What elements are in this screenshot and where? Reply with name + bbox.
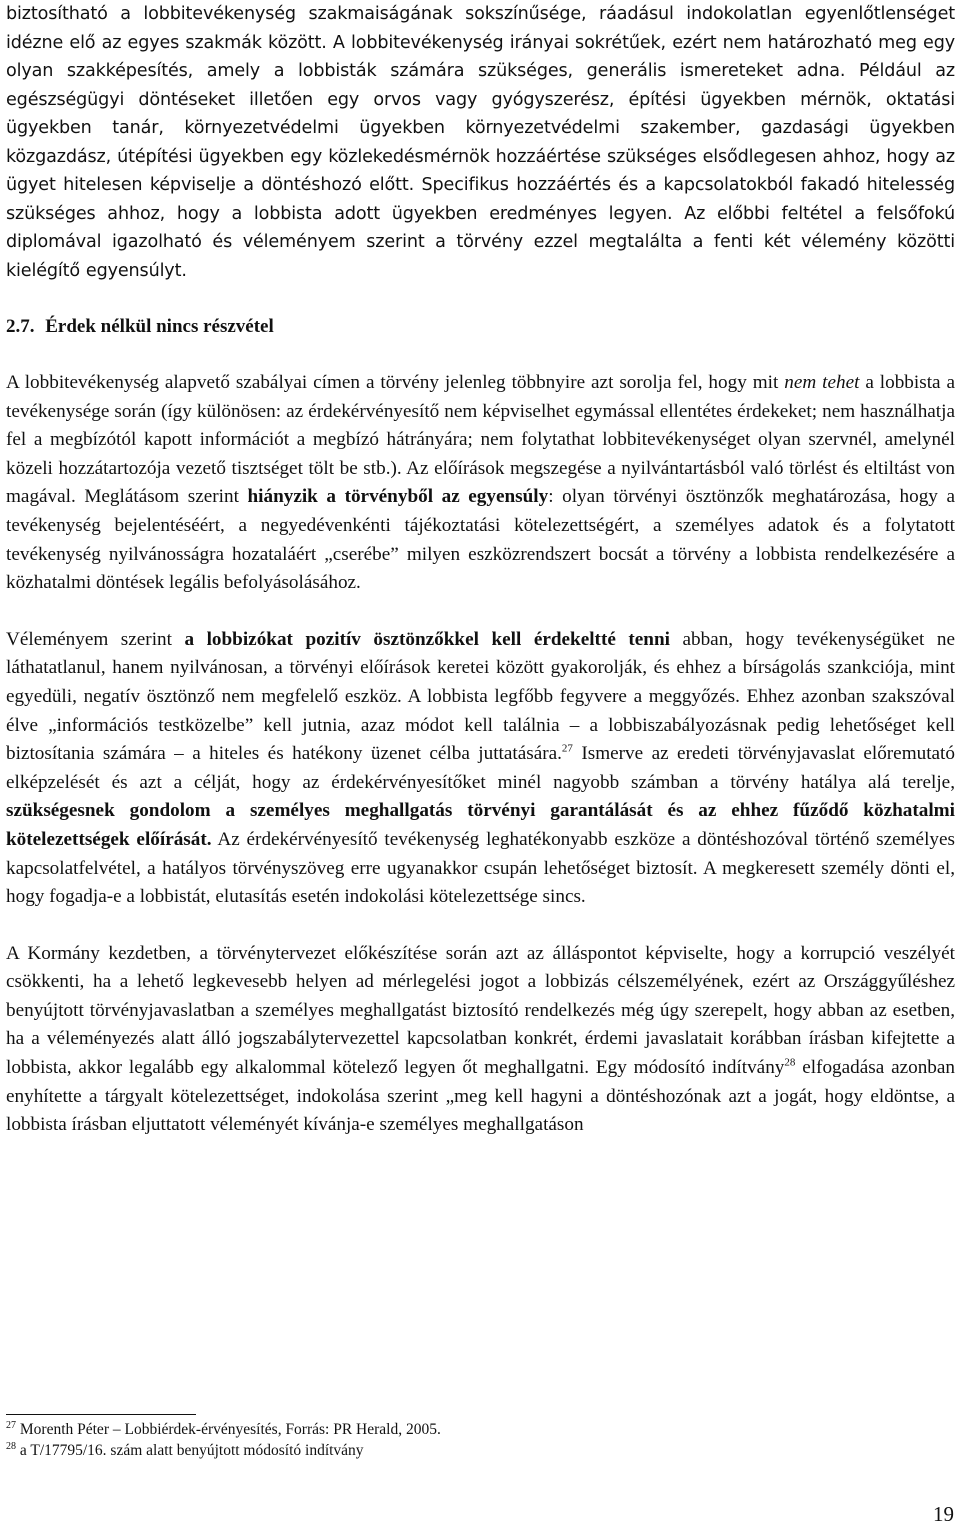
paragraph-intro [6,0,955,285]
document-page [6,0,955,1140]
footnote-divider [6,1414,196,1415]
text-run: Ismerve az eredeti törvényjavaslat előremutató elképzelését és azt a célját, hogy az érdekérvényesítőket minél nagyobb számban a törvény hatálya alá terelje, [6,743,955,793]
paragraph-1 [6,369,955,598]
text-run: abban, hogy tevékenységüket ne láthatatlanul, hanem nyilvánosan, a törvényi előírások keretei között gyakorolják, és ehhez a bírságolás szankciója, mint egyedüli, negatív ösztönző nem megfelelő eszköz. A lobbista legfőbb fegyvere a meggyőzés. Ehhez azonban szakszóval élve „információs testközelbe” kell jutnia, azaz módot kell találnia – a lobbiszabályozásnak pedig lehetőséget kell biztosítania számára – a hiteles és hatékony üzenet célba juttatására. [6,628,955,765]
page-number: 19 [933,1502,954,1526]
text-run: szükségesnek gondolom a személyes meghallgatás törvényi garantálását és az ehhez fűződő közhatalmi kötelezettségek előírását. [6,800,955,850]
footnote-27: $^{27}$ Morenth Péter – Lobbiérdek-érvényesítés, Forrás: PR Herald, 2005. [6,1419,441,1438]
footnote-ref: 27 [561,742,573,755]
paragraph-2 [6,626,955,912]
text-run: nem tehet [784,372,860,393]
paragraph-3 [6,940,955,1140]
text-run: hiányzik a törvényből az egyensúly [247,486,549,508]
text-run: a lobbizókat pozitív ösztönzőkkel kell érdekeltté tenni [184,628,670,650]
footnotes [6,1419,441,1461]
section-title: Érdek nélkül nincs részvétel [45,316,274,337]
section-number: 2.7. [6,316,35,337]
text-run: a lobbista a tevékenysége során (így különösen: az érdekérvényesítő nem képviselhet egymással ellentétes érdekeket; nem használhatja fel a megbízótól kapott információt a megbízó hátrányára; nem folytathat lobbitevékenységet olyan szervnél, amelynél közeli hozzátartozója vezető tisztséget tölt be stb.). Az előírások megszegése a nyilvántartásból való törlést és eltiltást von magával. Meglátásom szerint [6,372,955,508]
section-heading [6,313,955,341]
text-run: A lobbitevékenység alapvető szabályai címen a törvény jelenleg többnyire azt sorolja fel, hogy mit [6,372,785,393]
text-run: elfogadása azonban enyhítette a tárgyalt kötelezettséget, indokolása szerint „meg kell hagyni a döntéshozónak azt a jogát, hogy eldöntse, a lobbista írásban eljuttatott véleményét kívánja-e személyes meghallgatáson [6,1057,955,1136]
footnote-28: $^{28}$ a T/17795/16. szám alatt benyújtott módosító indítvány [6,1440,364,1459]
text-run: A Kormány kezdetben, a törvénytervezet előkészítése során azt az álláspontot képviselte, hogy a korrupció veszélyét csökkenti, ha a lehető legkevesebb helyen ad mérlegelési jogot a lobbizás célszemélyének, ezért az Országgyűléshez benyújtott törvényjavaslatban a személyes meghallgatást biztosító rendelkezés még úgy szerepelt, hogy abban az esetben, ha a véleményezés alatt álló jogszabálytervezettel kapcsolatban konkrét, érdemi javaslatait korábban írásban kifejtette a lobbista, akkor legalább egy alkalommal kötelező legyen őt meghallgatni. Egy módosító indítvány [6,942,955,1079]
footnote-ref: 28 [784,1056,796,1069]
text-run: Az érdekérvényesítő tevékenység leghatékonyabb eszköze a döntéshozóval történő személyes kapcsolatfelvétel, a hatályos törvényszöveg erre ugyanakkor csupán lehetőséget biztosít. A megkeresett személy dönti el, hogy fogadja-e a lobbistát, elutasítás esetén indokolási kötelezettsége sincs. [6,828,955,908]
text-run: biztosítható a lobbitevékenység szakmaiságának sokszínűsége, ráadásul indokolatlan egyenlőtlenséget idézne elő az egyes szakmák között. A lobbitevékenység irányai sokrétűek, ezért nem határozható meg egy olyan szakképesítés, amely a lobbisták számára szükséges, generális ismereteket adna. Például az egészségügyi döntéseket illetően egy orvos vagy gyógyszerész, építési ügyekben mérnök, oktatási ügyekben tanár, környezetvédelmi ügyekben környezetvédelmi szakember, gazdasági ügyekben közgazdász, útépítési ügyekben egy közlekedésmérnök hozzáértése szükséges elsődlegesen ahhoz, hogy az ügyet hitelesen képviselje a döntéshozó előtt. Specifikus hozzáértés és a kapcsolatokból fakadó hitelesség szükséges ahhoz, hogy a lobbista adott ügyekben eredményes legyen. Az előbbi feltétel a felsőfokú diplomával igazolható és véleményem szerint a törvény ezzel megtalálta a fenti két vélemény közötti kielégítő egyensúlyt. [6,4,955,281]
text-run: Véleményem szerint [6,628,185,650]
text-run: : olyan törvényi ösztönzők meghatározása, hogy a tevékenység bejelentéséért, a negyedévenkénti tájékoztatási kötelezettségért, a személyes adatok és a folytatott tevékenység nyilvánosságra hozataláért „cserébe” milyen eszközrendszert bocsát a törvény a lobbista rendelkezésére a közhatalmi döntések legális befolyásolásához. [6,486,955,594]
